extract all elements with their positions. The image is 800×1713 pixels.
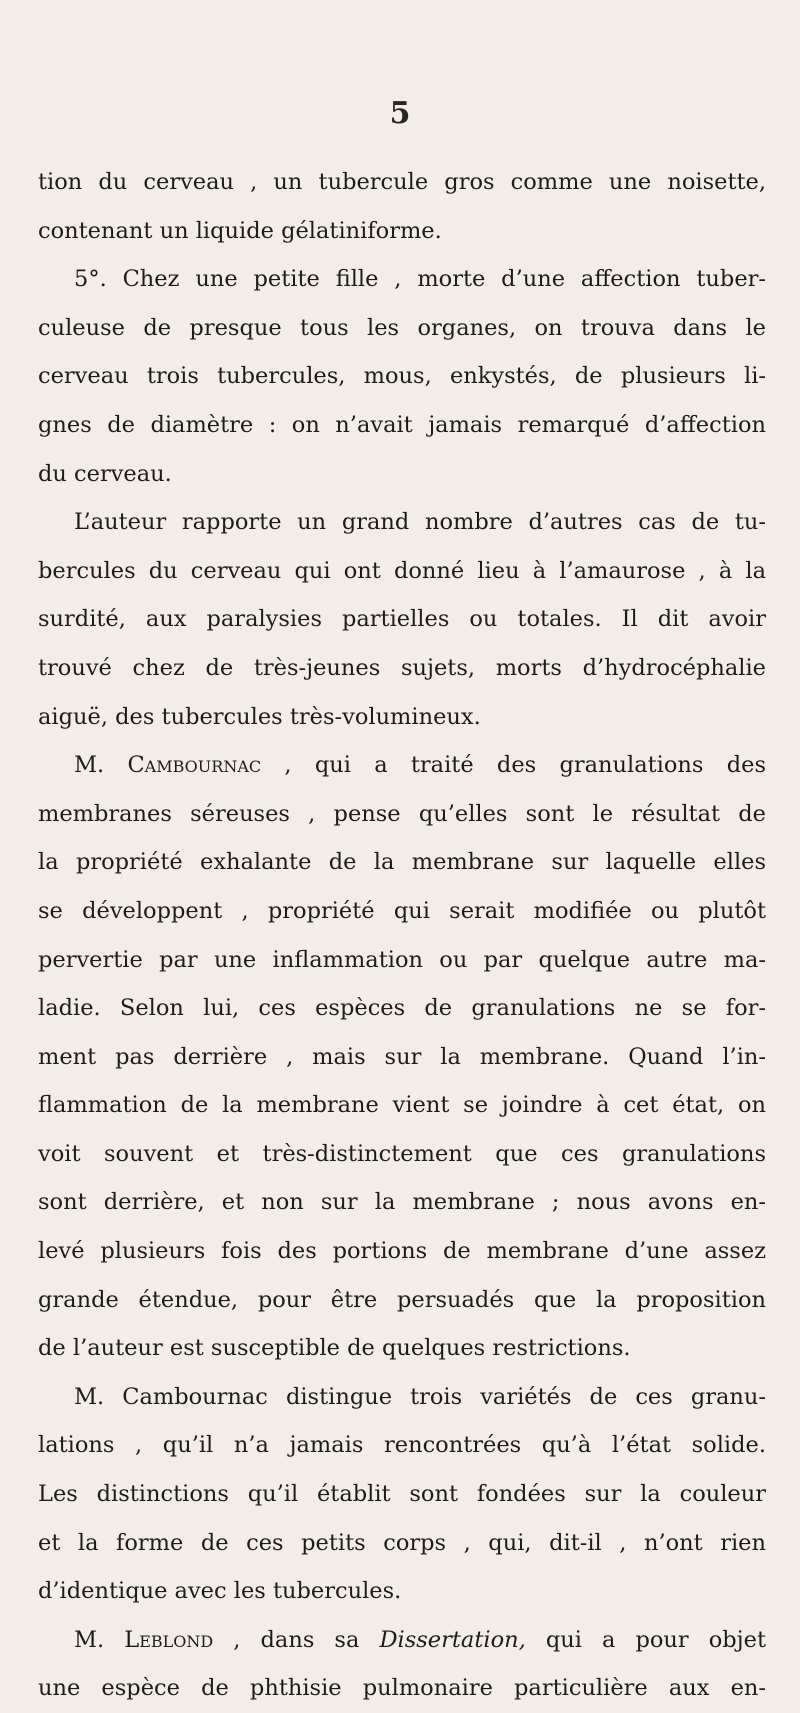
text-line: levé plusieurs fois des portions de membrane d’une assez: [38, 1238, 766, 1265]
text-line: grande étendue, pour être persuadés que la proposition: [38, 1286, 766, 1313]
text-line: une espèce de phthisie pulmonaire particulière aux en-: [38, 1675, 766, 1702]
text-line: du cerveau.: [38, 460, 172, 487]
text-line: d’identique avec les tubercules.: [38, 1578, 402, 1605]
text-line: lations , qu’il n’a jamais rencontrées qu’à l’état solide.: [38, 1432, 766, 1459]
text-line: contenant un liquide gélatiniforme.: [38, 217, 442, 244]
author-name: Cambournac: [127, 752, 262, 779]
text-line: de l’auteur est susceptible de quelques restrictions.: [38, 1335, 631, 1362]
text-line: ment pas derrière , mais sur la membrane. Quand l’in-: [38, 1043, 766, 1070]
line-suffix: , qui a traité des granulations des: [261, 752, 766, 779]
text-line: pervertie par une inflammation ou par quelque autre ma-: [38, 946, 766, 973]
text-line: cerveau trois tubercules, mous, enkystés, de plusieurs li-: [38, 363, 766, 390]
text-line: L’auteur rapporte un grand nombre d’autres cas de tu-: [74, 509, 766, 536]
text-line: ladie. Selon lui, ces espèces de granulations ne se for-: [38, 995, 766, 1022]
text-line: [38, 1616, 766, 1665]
text-line: et la forme de ces petits corps , qui, dit-il , n’ont rien: [38, 1529, 766, 1556]
text-line: se développent , propriété qui serait modifiée ou plutôt: [38, 897, 766, 924]
text-line: aiguë, des tubercules très-volumineux.: [38, 703, 481, 730]
text-line: sont derrière, et non sur la membrane ; nous avons en-: [38, 1189, 766, 1216]
text-line: 5°. Chez une petite fille , morte d’une affection tuber-: [74, 266, 766, 293]
italic-title: Dissertation,: [379, 1626, 526, 1653]
text-line: bercules du cerveau qui ont donné lieu à l’amaurose , à la: [38, 557, 766, 584]
line-suffix: , dans sa: [213, 1626, 380, 1653]
text-line: la propriété exhalante de la membrane sur laquelle elles: [38, 849, 766, 876]
text-line: flammation de la membrane vient se joindre à cet état, on: [38, 1092, 766, 1119]
line-prefix: M.: [74, 752, 128, 779]
text-line: surdité, aux paralysies partielles ou totales. Il dit avoir: [38, 606, 766, 633]
text-line: tion du cerveau , un tubercule gros comme une noisette,: [38, 169, 766, 195]
page-body: [38, 158, 766, 1713]
page-number: 5: [389, 96, 411, 131]
text-line: [38, 741, 766, 790]
author-name: Leblond: [124, 1626, 214, 1653]
text-line: M. Cambournac distingue trois variétés de ces granu-: [74, 1383, 766, 1410]
text-line: culeuse de presque tous les organes, on trouva dans le: [38, 314, 766, 341]
text-line: trouvé chez de très-jeunes sujets, morts d’hydrocéphalie: [38, 654, 766, 681]
text-line: voit souvent et très-distinctement que ces granulations: [38, 1140, 766, 1167]
line-suffix: qui a pour objet: [525, 1626, 767, 1653]
line-prefix: M.: [74, 1626, 125, 1653]
text-line: Les distinctions qu’il établit sont fondées sur la couleur: [38, 1481, 766, 1508]
text-line: membranes séreuses , pense qu’elles sont le résultat de: [38, 800, 766, 827]
text-line: gnes de diamètre : on n’avait jamais remarqué d’affection: [38, 411, 766, 438]
